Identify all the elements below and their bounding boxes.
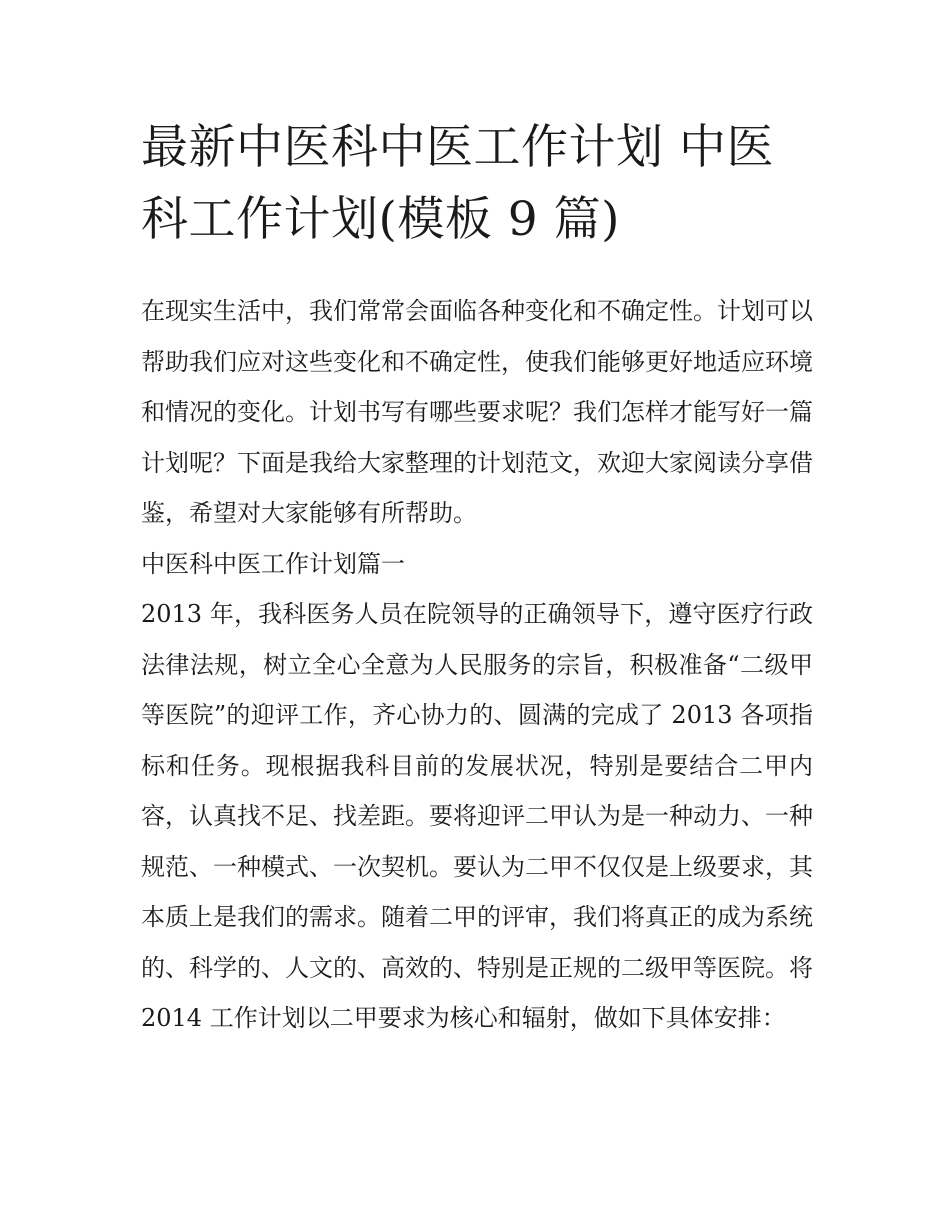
section-heading: 中医科中医工作计划篇一 [141,549,405,578]
document-page [141,112,813,1044]
section-body-paragraph: 2013 年，我科医务人员在院领导的正确领导下，遵守医疗行政法律法规，树立全心全意为人民服务的宗旨，积极准备“二级甲等医院”的迎评工作，齐心协力的、圆满的完成了 2013 各项指标和任务。现根据我科目前的发展状况，特别是要结合二甲内容，认真找不足、找差距。要将迎评二甲认为是一种动力、一种规范、一种模式、一次契机。要认为二甲不仅仅是上级要求，其本质上是我们的需求。随着二甲的评审，我们将真正的成为系统的、科学的、人文的、高效的、特别是正规的二级甲等医院。将 2014 工作计划以二甲要求为核心和辐射，做如下具体安排： [141,600,813,1032]
document-title: 最新中医科中医工作计划 中医科工作计划(模板 9 篇) [141,120,774,247]
intro-paragraph: 在现实生活中，我们常常会面临各种变化和不确定性。计划可以帮助我们应对这些变化和不确定性，使我们能够更好地适应环境和情况的变化。计划书写有哪些要求呢？我们怎样才能写好一篇计划呢？下面是我给大家整理的计划范文，欢迎大家阅读分享借鉴，希望对大家能够有所帮助。 [141,297,813,527]
